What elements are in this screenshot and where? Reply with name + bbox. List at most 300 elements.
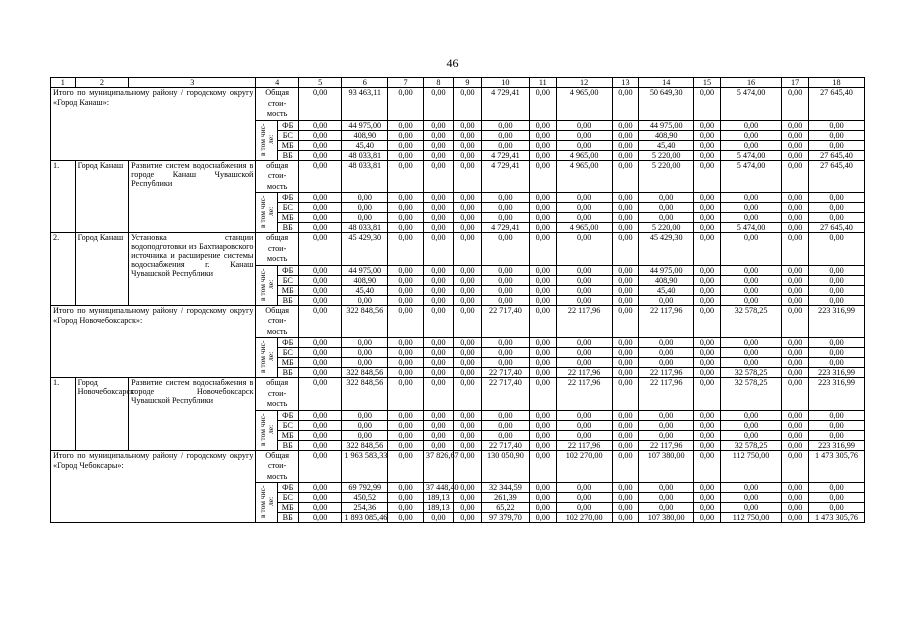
value-cell: 0,00 — [556, 193, 612, 203]
value-cell: 0,00 — [423, 233, 453, 266]
value-cell: 223 316,99 — [809, 305, 865, 338]
value-cell: 0,00 — [298, 193, 342, 203]
value-cell: 0,00 — [298, 233, 342, 266]
value-cell: 0,00 — [454, 160, 482, 193]
value-cell: 0,00 — [423, 338, 453, 348]
value-cell: 0,00 — [298, 295, 342, 305]
value-cell: 0,00 — [720, 430, 781, 440]
value-cell: 408,90 — [639, 275, 694, 285]
value-cell: 45 429,30 — [639, 233, 694, 266]
including-label — [256, 193, 277, 233]
value-cell: 0,00 — [556, 295, 612, 305]
value-cell: 0,00 — [481, 430, 529, 440]
value-cell: 0,00 — [694, 130, 721, 140]
value-cell: 0,00 — [720, 338, 781, 348]
value-cell: 0,00 — [529, 140, 556, 150]
value-cell: 0,00 — [529, 88, 556, 121]
value-cell: 0,00 — [612, 295, 639, 305]
value-cell: 0,00 — [388, 450, 424, 483]
value-cell: 0,00 — [342, 338, 388, 348]
value-cell: 0,00 — [454, 275, 482, 285]
value-cell: 0,00 — [342, 410, 388, 420]
value-cell: 0,00 — [809, 483, 865, 493]
value-cell: 0,00 — [694, 513, 721, 523]
value-cell: 0,00 — [694, 430, 721, 440]
value-cell: 22 117,96 — [639, 305, 694, 338]
value-cell: 0,00 — [454, 285, 482, 295]
value-cell: 0,00 — [694, 140, 721, 150]
value-cell: 0,00 — [612, 430, 639, 440]
item-number: 2. — [51, 233, 76, 306]
value-cell: 0,00 — [720, 410, 781, 420]
value-cell: 0,00 — [612, 450, 639, 483]
value-cell: 0,00 — [529, 285, 556, 295]
value-cell: 0,00 — [423, 430, 453, 440]
value-cell: 0,00 — [423, 120, 453, 130]
funding-source: БС — [277, 275, 298, 285]
value-cell: 0,00 — [423, 150, 453, 160]
value-cell: 22 117,96 — [556, 440, 612, 450]
value-cell: 0,00 — [639, 193, 694, 203]
value-cell: 0,00 — [612, 140, 639, 150]
value-cell: 0,00 — [388, 265, 424, 275]
item-row — [51, 233, 865, 266]
value-cell: 0,00 — [342, 420, 388, 430]
value-cell: 1 963 583,33 — [342, 450, 388, 483]
funding-source: ВБ — [277, 440, 298, 450]
value-cell: 0,00 — [298, 223, 342, 233]
value-cell: 0,00 — [782, 305, 809, 338]
value-cell: 107 380,00 — [639, 450, 694, 483]
value-cell: 0,00 — [809, 203, 865, 213]
value-cell: 0,00 — [694, 265, 721, 275]
value-cell: 0,00 — [298, 358, 342, 368]
total-row — [51, 305, 865, 338]
value-cell: 0,00 — [454, 88, 482, 121]
value-cell: 112 750,00 — [720, 450, 781, 483]
value-cell: 0,00 — [782, 265, 809, 275]
funding-source: ВБ — [277, 150, 298, 160]
value-cell: 0,00 — [423, 193, 453, 203]
value-cell: 0,00 — [782, 213, 809, 223]
value-cell: 0,00 — [342, 295, 388, 305]
funding-source: ФБ — [277, 410, 298, 420]
value-cell: 0,00 — [809, 295, 865, 305]
value-cell: 0,00 — [298, 275, 342, 285]
value-cell: 0,00 — [556, 275, 612, 285]
funding-source: БС — [277, 420, 298, 430]
including-label-text: в том чис-ле: — [257, 412, 275, 446]
value-cell: 0,00 — [612, 503, 639, 513]
value-cell: 0,00 — [694, 233, 721, 266]
value-cell: 0,00 — [639, 358, 694, 368]
value-cell: 32 578,25 — [720, 378, 781, 411]
value-cell: 0,00 — [454, 305, 482, 338]
value-cell: 0,00 — [782, 193, 809, 203]
value-cell: 0,00 — [720, 140, 781, 150]
funding-source: МБ — [277, 430, 298, 440]
value-cell: 0,00 — [612, 193, 639, 203]
value-cell: 261,39 — [481, 493, 529, 503]
value-cell: 0,00 — [454, 348, 482, 358]
total-title: Итого по муниципальному району / городскому округу «Город Канаш»: — [51, 88, 256, 161]
value-cell: 0,00 — [529, 368, 556, 378]
column-header: 13 — [612, 78, 639, 88]
column-header: 3 — [129, 78, 256, 88]
value-cell: 0,00 — [809, 348, 865, 358]
item-place: Город Канаш — [75, 160, 129, 233]
value-cell: 0,00 — [529, 295, 556, 305]
value-cell: 48 033,81 — [342, 150, 388, 160]
value-cell: 0,00 — [612, 203, 639, 213]
value-cell: 0,00 — [694, 285, 721, 295]
value-cell: 0,00 — [782, 223, 809, 233]
value-cell: 0,00 — [556, 410, 612, 420]
value-cell: 44 975,00 — [639, 265, 694, 275]
column-header: 8 — [423, 78, 453, 88]
value-cell: 0,00 — [423, 213, 453, 223]
value-cell: 0,00 — [388, 120, 424, 130]
value-cell: 0,00 — [481, 120, 529, 130]
value-cell: 0,00 — [454, 130, 482, 140]
value-cell: 0,00 — [529, 410, 556, 420]
value-cell: 450,52 — [342, 493, 388, 503]
value-cell: 0,00 — [809, 358, 865, 368]
value-cell: 408,90 — [342, 130, 388, 140]
general-cost-label: общая стои-мость — [256, 233, 298, 266]
value-cell: 0,00 — [720, 358, 781, 368]
value-cell: 0,00 — [342, 193, 388, 203]
value-cell: 0,00 — [809, 193, 865, 203]
value-cell: 0,00 — [694, 368, 721, 378]
value-cell: 0,00 — [556, 483, 612, 493]
column-header: 10 — [481, 78, 529, 88]
header-row — [51, 78, 865, 88]
value-cell: 0,00 — [694, 150, 721, 160]
value-cell: 5 220,00 — [639, 160, 694, 193]
column-header: 14 — [639, 78, 694, 88]
value-cell: 0,00 — [809, 130, 865, 140]
value-cell: 4 729,41 — [481, 88, 529, 121]
value-cell: 0,00 — [298, 285, 342, 295]
value-cell: 0,00 — [809, 420, 865, 430]
total-row — [51, 88, 865, 121]
value-cell: 0,00 — [481, 130, 529, 140]
value-cell: 22 117,96 — [639, 378, 694, 411]
value-cell: 0,00 — [529, 203, 556, 213]
value-cell: 0,00 — [388, 503, 424, 513]
value-cell: 0,00 — [423, 358, 453, 368]
including-label — [256, 120, 277, 160]
value-cell: 0,00 — [639, 420, 694, 430]
value-cell: 0,00 — [612, 305, 639, 338]
value-cell: 0,00 — [720, 420, 781, 430]
value-cell: 102 270,00 — [556, 513, 612, 523]
value-cell: 0,00 — [556, 285, 612, 295]
value-cell: 0,00 — [639, 410, 694, 420]
value-cell: 0,00 — [694, 213, 721, 223]
value-cell: 0,00 — [782, 420, 809, 430]
value-cell: 0,00 — [388, 203, 424, 213]
value-cell: 44 975,00 — [639, 120, 694, 130]
value-cell: 0,00 — [342, 348, 388, 358]
item-description: Установка станции водоподготовки из Бахтиаровского источника и расширение системы водоснабжения г. Канаш Чувашской Республики — [129, 233, 256, 306]
value-cell: 0,00 — [481, 358, 529, 368]
value-cell: 0,00 — [423, 140, 453, 150]
value-cell: 4 965,00 — [556, 160, 612, 193]
funding-source: ФБ — [277, 265, 298, 275]
value-cell: 0,00 — [388, 348, 424, 358]
value-cell: 0,00 — [454, 378, 482, 411]
value-cell: 0,00 — [556, 358, 612, 368]
value-cell: 0,00 — [720, 483, 781, 493]
value-cell: 0,00 — [782, 493, 809, 503]
value-cell: 0,00 — [782, 348, 809, 358]
column-header: 18 — [809, 78, 865, 88]
value-cell: 48 033,81 — [342, 160, 388, 193]
value-cell: 0,00 — [454, 233, 482, 266]
value-cell: 0,00 — [423, 410, 453, 420]
value-cell: 0,00 — [694, 275, 721, 285]
value-cell: 0,00 — [298, 368, 342, 378]
value-cell: 0,00 — [298, 348, 342, 358]
value-cell: 0,00 — [298, 440, 342, 450]
value-cell: 0,00 — [298, 430, 342, 440]
value-cell: 0,00 — [809, 120, 865, 130]
value-cell: 0,00 — [720, 285, 781, 295]
value-cell: 0,00 — [388, 193, 424, 203]
value-cell: 22 117,96 — [639, 440, 694, 450]
value-cell: 0,00 — [529, 338, 556, 348]
value-cell: 0,00 — [612, 213, 639, 223]
value-cell: 22 117,96 — [639, 368, 694, 378]
value-cell: 189,13 — [423, 503, 453, 513]
value-cell: 0,00 — [388, 483, 424, 493]
value-cell: 0,00 — [639, 483, 694, 493]
value-cell: 0,00 — [612, 348, 639, 358]
value-cell: 0,00 — [481, 275, 529, 285]
value-cell: 0,00 — [423, 513, 453, 523]
value-cell: 0,00 — [298, 513, 342, 523]
value-cell: 107 380,00 — [639, 513, 694, 523]
item-place: Город Канаш — [75, 233, 129, 306]
item-row — [51, 378, 865, 411]
value-cell: 0,00 — [388, 440, 424, 450]
value-cell: 0,00 — [556, 430, 612, 440]
value-cell: 0,00 — [556, 420, 612, 430]
value-cell: 0,00 — [612, 285, 639, 295]
value-cell: 45,40 — [639, 285, 694, 295]
value-cell: 0,00 — [298, 130, 342, 140]
value-cell: 322 848,56 — [342, 378, 388, 411]
value-cell: 0,00 — [298, 88, 342, 121]
value-cell: 0,00 — [423, 368, 453, 378]
value-cell: 223 316,99 — [809, 440, 865, 450]
value-cell: 0,00 — [454, 483, 482, 493]
value-cell: 0,00 — [388, 275, 424, 285]
value-cell: 0,00 — [720, 233, 781, 266]
value-cell: 0,00 — [694, 420, 721, 430]
value-cell: 0,00 — [529, 193, 556, 203]
value-cell: 0,00 — [556, 203, 612, 213]
value-cell: 189,13 — [423, 493, 453, 503]
value-cell: 0,00 — [782, 358, 809, 368]
value-cell: 4 965,00 — [556, 223, 612, 233]
funding-source: ФБ — [277, 193, 298, 203]
value-cell: 0,00 — [720, 503, 781, 513]
value-cell: 0,00 — [612, 440, 639, 450]
value-cell: 0,00 — [782, 160, 809, 193]
value-cell: 0,00 — [529, 150, 556, 160]
value-cell: 0,00 — [612, 368, 639, 378]
value-cell: 45 429,30 — [342, 233, 388, 266]
value-cell: 322 848,56 — [342, 368, 388, 378]
value-cell: 5 220,00 — [639, 223, 694, 233]
funding-source: БС — [277, 203, 298, 213]
value-cell: 0,00 — [529, 130, 556, 140]
column-header: 6 — [342, 78, 388, 88]
value-cell: 0,00 — [782, 378, 809, 411]
value-cell: 0,00 — [388, 368, 424, 378]
value-cell: 0,00 — [529, 160, 556, 193]
value-cell: 0,00 — [388, 378, 424, 411]
value-cell: 0,00 — [639, 295, 694, 305]
value-cell: 0,00 — [782, 450, 809, 483]
value-cell: 0,00 — [694, 503, 721, 513]
item-row — [51, 160, 865, 193]
value-cell: 0,00 — [388, 160, 424, 193]
value-cell: 0,00 — [388, 305, 424, 338]
value-cell: 48 033,81 — [342, 223, 388, 233]
value-cell: 0,00 — [782, 120, 809, 130]
value-cell: 4 965,00 — [556, 150, 612, 160]
value-cell: 0,00 — [782, 368, 809, 378]
value-cell: 0,00 — [388, 430, 424, 440]
value-cell: 50 649,30 — [639, 88, 694, 121]
value-cell: 0,00 — [556, 213, 612, 223]
value-cell: 4 729,41 — [481, 223, 529, 233]
value-cell: 0,00 — [782, 295, 809, 305]
value-cell: 0,00 — [612, 160, 639, 193]
value-cell: 0,00 — [612, 420, 639, 430]
value-cell: 0,00 — [809, 285, 865, 295]
funding-source: МБ — [277, 140, 298, 150]
value-cell: 0,00 — [694, 483, 721, 493]
value-cell: 0,00 — [454, 203, 482, 213]
value-cell: 37 448,40 — [423, 483, 453, 493]
value-cell: 0,00 — [388, 420, 424, 430]
value-cell: 0,00 — [423, 88, 453, 121]
value-cell: 0,00 — [298, 450, 342, 483]
value-cell: 0,00 — [782, 275, 809, 285]
including-label — [256, 265, 277, 305]
value-cell: 0,00 — [529, 233, 556, 266]
value-cell: 0,00 — [809, 275, 865, 285]
value-cell: 32 344,59 — [481, 483, 529, 493]
value-cell: 0,00 — [454, 140, 482, 150]
value-cell: 0,00 — [454, 493, 482, 503]
value-cell: 0,00 — [694, 493, 721, 503]
value-cell: 0,00 — [298, 265, 342, 275]
value-cell: 0,00 — [454, 295, 482, 305]
value-cell: 0,00 — [694, 378, 721, 411]
value-cell: 0,00 — [556, 130, 612, 140]
value-cell: 0,00 — [556, 120, 612, 130]
funding-source: БС — [277, 493, 298, 503]
column-header: 15 — [694, 78, 721, 88]
value-cell: 0,00 — [639, 503, 694, 513]
value-cell: 0,00 — [454, 193, 482, 203]
column-header: 4 — [256, 78, 298, 88]
value-cell: 0,00 — [782, 150, 809, 160]
value-cell: 0,00 — [556, 265, 612, 275]
value-cell: 0,00 — [612, 513, 639, 523]
value-cell: 0,00 — [529, 265, 556, 275]
value-cell: 0,00 — [809, 410, 865, 420]
value-cell: 0,00 — [454, 450, 482, 483]
value-cell: 65,22 — [481, 503, 529, 513]
value-cell: 0,00 — [639, 203, 694, 213]
value-cell: 0,00 — [720, 203, 781, 213]
value-cell: 0,00 — [556, 233, 612, 266]
general-cost-label: Общая стои-мость — [256, 88, 298, 121]
general-cost-label: общая стои-мость — [256, 160, 298, 193]
value-cell: 0,00 — [342, 213, 388, 223]
value-cell: 0,00 — [529, 223, 556, 233]
general-cost-label: Общая стои-мость — [256, 450, 298, 483]
general-cost-label: Общая стои-мость — [256, 305, 298, 338]
value-cell: 0,00 — [423, 348, 453, 358]
value-cell: 0,00 — [298, 203, 342, 213]
value-cell: 322 848,56 — [342, 305, 388, 338]
value-cell: 0,00 — [529, 275, 556, 285]
value-cell: 0,00 — [388, 88, 424, 121]
value-cell: 0,00 — [782, 88, 809, 121]
value-cell: 0,00 — [720, 295, 781, 305]
item-description: Развитие систем водоснабжения в городе Канаш Чувашской Республики — [129, 160, 256, 233]
value-cell: 0,00 — [423, 203, 453, 213]
value-cell: 0,00 — [720, 265, 781, 275]
value-cell: 0,00 — [529, 513, 556, 523]
value-cell: 0,00 — [694, 193, 721, 203]
value-cell: 0,00 — [556, 348, 612, 358]
value-cell: 32 578,25 — [720, 368, 781, 378]
value-cell: 0,00 — [388, 410, 424, 420]
value-cell: 0,00 — [529, 483, 556, 493]
value-cell: 0,00 — [388, 233, 424, 266]
value-cell: 0,00 — [454, 440, 482, 450]
value-cell: 5 220,00 — [639, 150, 694, 160]
page-number: 46 — [446, 56, 459, 70]
value-cell: 0,00 — [782, 233, 809, 266]
value-cell: 0,00 — [529, 305, 556, 338]
value-cell: 0,00 — [298, 410, 342, 420]
value-cell: 0,00 — [388, 140, 424, 150]
value-cell: 0,00 — [612, 358, 639, 368]
value-cell: 0,00 — [694, 338, 721, 348]
value-cell: 0,00 — [454, 410, 482, 420]
value-cell: 0,00 — [481, 420, 529, 430]
value-cell: 0,00 — [809, 338, 865, 348]
value-cell: 0,00 — [612, 223, 639, 233]
value-cell: 0,00 — [782, 430, 809, 440]
value-cell: 322 848,56 — [342, 440, 388, 450]
value-cell: 0,00 — [423, 378, 453, 411]
value-cell: 0,00 — [481, 295, 529, 305]
value-cell: 0,00 — [298, 305, 342, 338]
including-label — [256, 338, 277, 378]
value-cell: 22 717,40 — [481, 368, 529, 378]
